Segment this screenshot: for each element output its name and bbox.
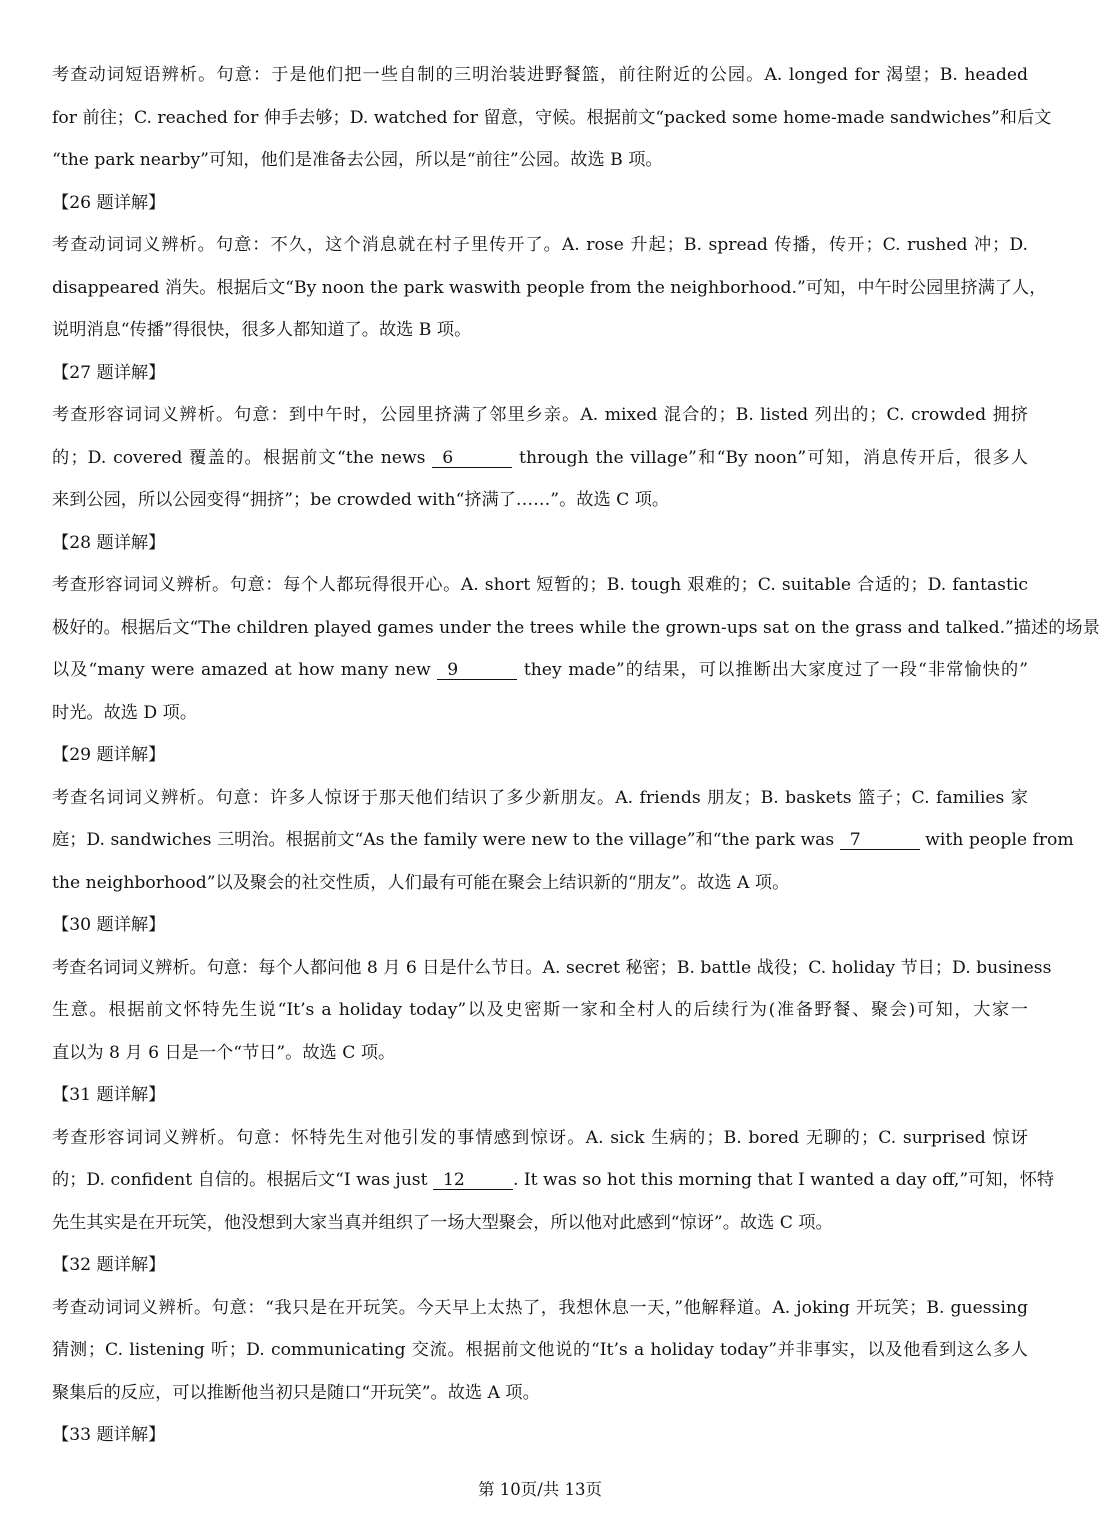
line-text-continued: they made”的结果，可以推断出大家度过了一段“非常愉快的” [517, 660, 1028, 680]
line-text: the neighborhood”以及聚会的社交性质，人们最有可能在聚会上结识新的“朋友”。故选 A 项。 [52, 872, 790, 893]
line-text: disappeared 消失。根据后文“By noon the park waswith people from the neighborhood.”可知，中午时公园里挤满了人， [52, 277, 1047, 298]
text-line [52, 139, 1028, 182]
question-heading [52, 1414, 1028, 1457]
text-line [52, 1287, 1028, 1330]
document-body [52, 54, 1100, 1457]
line-text: 考查形容词词义辨析。句意：到中午时，公园里挤满了邻里乡亲。A. mixed 混合的；B. listed 列出的；C. crowded 拥挤 [52, 405, 1028, 425]
blank-number: 9 [437, 661, 517, 680]
text-line [52, 947, 1052, 990]
text-line [52, 989, 1028, 1032]
line-text: 极好的。根据后文“The children played games under the trees while the grown-ups sat on the grass and talked.”描述的场景 [52, 617, 1100, 638]
text-line [52, 649, 1028, 692]
text-line [52, 394, 1028, 437]
line-text: 考查名词词义辨析。句意：许多人惊讶于那天他们结识了多少新朋友。A. friends 朋友；B. baskets 篮子；C. families 家 [52, 787, 1028, 808]
text-line [52, 862, 1028, 905]
line-text-continued: . It was so hot this morning that I wanted a day off,”可知，怀特 [512, 1170, 1055, 1190]
line-text: 先生其实是在开玩笑，他没想到大家当真并组织了一场大型聚会，所以他对此感到“惊讶”。故选 C 项。 [52, 1212, 833, 1233]
question-heading [52, 352, 1028, 395]
line-text: 以及“many were amazed at how many new [52, 660, 438, 680]
text-line [52, 309, 1028, 352]
text-line [52, 819, 1074, 862]
line-text: 考查动词词义辨析。句意：不久，这个消息就在村子里传开了。A. rose 升起；B. spread 传播，传开；C. rushed 冲；D. [52, 235, 1028, 255]
line-text: “the park nearby”可知，他们是准备去公园，所以是“前往”公园。故选 B 项。 [52, 150, 663, 170]
line-text: 考查形容词词义辨析。句意：怀特先生对他引发的事情感到惊讶。A. sick 生病的；B. bored 无聊的；C. surprised 惊讶 [52, 1127, 1028, 1148]
text-line [52, 1117, 1028, 1160]
line-text: for 前往；C. reached for 伸手去够；D. watched for 留意，守候。根据前文“packed some home-made sandwiches”和后文 [52, 107, 1052, 128]
text-line [52, 437, 1028, 480]
line-text: 【28 题详解】 [52, 532, 166, 553]
blank-number: 7 [840, 831, 920, 850]
line-text: 【33 题详解】 [52, 1425, 166, 1445]
question-heading [52, 182, 1028, 225]
question-heading [52, 734, 1028, 777]
line-text: 考查名词词义辨析。句意：每个人都问他 8 月 6 日是什么节日。A. secret 秘密；B. battle 战役；C. holiday 节日；D. business [52, 957, 1052, 978]
text-line [52, 1329, 1028, 1372]
line-text: 猜测；C. listening 听；D. communicating 交流。根据前文他说的“It’s a holiday today”并非事实，以及他看到这么多人 [52, 1340, 1028, 1360]
text-line [52, 777, 1028, 820]
page-footer: 第 10页/共 13页 [477, 1480, 603, 1499]
line-text-continued: with people from [919, 830, 1074, 850]
line-text: 考查动词词义辨析。句意：“我只是在开玩笑。今天早上太热了，我想休息一天，”他解释道。A. joking 开玩笑；B. guessing [52, 1297, 1028, 1318]
line-text: 生意。根据前文怀特先生说“It’s a holiday today”以及史密斯一家和全村人的后续行为(准备野餐、聚会)可知，大家一 [52, 1000, 1028, 1020]
line-text: 【26 题详解】 [52, 192, 166, 213]
question-heading [52, 1244, 1028, 1287]
text-line [52, 267, 1047, 310]
line-text: 【31 题详解】 [52, 1085, 166, 1105]
line-text: 考查形容词词义辨析。句意：每个人都玩得很开心。A. short 短暂的；B. tough 艰难的；C. suitable 合适的；D. fantastic [52, 575, 1028, 595]
question-heading [52, 904, 1028, 947]
blank-number: 6 [432, 449, 512, 468]
line-text-continued: through the village”和“By noon”可知，消息传开后，很多人 [512, 447, 1028, 468]
line-text: 考查动词短语辨析。句意：于是他们把一些自制的三明治装进野餐篮，前往附近的公园。A. longed for 渴望；B. headed [52, 65, 1028, 85]
line-text: 直以为 8 月 6 日是一个“节日”。故选 C 项。 [52, 1042, 396, 1063]
line-text: 的；D. covered 覆盖的。根据前文“the news [52, 447, 433, 468]
text-line [52, 1202, 1028, 1245]
line-text: 说明消息“传播”得很快，很多人都知道了。故选 B 项。 [52, 320, 472, 340]
text-line [52, 607, 1100, 650]
question-heading [52, 522, 1028, 565]
text-line [52, 1032, 1028, 1075]
line-text: 聚集后的反应，可以推断他当初只是随口“开玩笑”。故选 A 项。 [52, 1382, 540, 1403]
text-line [52, 54, 1028, 97]
line-text: 【29 题详解】 [52, 745, 166, 765]
line-text: 的；D. confident 自信的。根据后文“I was just [52, 1170, 433, 1190]
question-heading [52, 1074, 1028, 1117]
line-text: 时光。故选 D 项。 [52, 702, 198, 723]
line-text: 【30 题详解】 [52, 915, 166, 935]
text-line [52, 692, 1028, 735]
text-line [52, 479, 1028, 522]
line-text: 【27 题详解】 [52, 362, 166, 383]
text-line [52, 224, 1028, 267]
text-line [52, 1159, 1055, 1202]
line-text: 庭；D. sandwiches 三明治。根据前文“As the family were new to the village”和“the park was [52, 830, 840, 850]
text-line [52, 97, 1052, 140]
blank-number: 12 [433, 1171, 513, 1190]
text-line [52, 1372, 1028, 1415]
line-text: 来到公园，所以公园变得“拥挤”；be crowded with“挤满了……”。故选 C 项。 [52, 490, 670, 510]
line-text: 【32 题详解】 [52, 1255, 166, 1275]
text-line [52, 564, 1028, 607]
